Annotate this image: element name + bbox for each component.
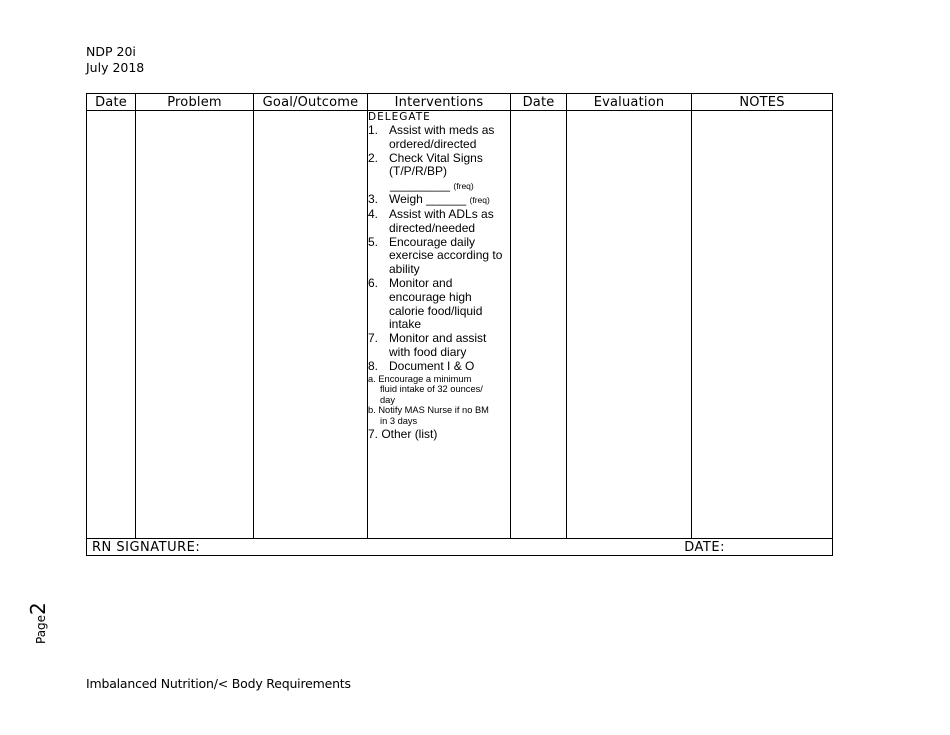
item-text: Assist with meds as ordered/directed [389,123,495,151]
intervention-item [368,124,510,152]
column-header-date: Date [87,94,136,111]
item-number: 1. [368,123,379,137]
weigh-text: Weigh ______ [389,192,467,207]
sub-item-b-line: in 3 days [380,415,418,426]
evaluation-cell[interactable] [567,111,692,539]
item-text: Document I & O [389,358,475,373]
intervention-item [368,360,510,374]
item-text: Assist with ADLs as directed/needed [389,206,494,235]
rn-signature-label: RN SIGNATURE: [92,539,201,555]
item-number: 4. [368,206,379,221]
sub-item-a-line: day [380,394,395,405]
intervention-item [368,332,510,360]
intervention-item [368,277,510,332]
page-number [26,600,70,644]
intervention-item [368,236,510,277]
column-header-notes: NOTES [692,94,833,111]
column-header-evaluation: Evaluation [567,94,692,111]
problem-cell[interactable] [136,111,254,539]
care-plan-table [86,93,833,556]
sub-item-a-line: a. Encourage a minimum [368,373,472,384]
sub-item-b-line: b. Notify MAS Nurse if no BM [368,405,489,416]
signature-date-label: DATE: [684,539,725,555]
column-header-interventions: Interventions [368,94,511,111]
document-date: July 2018 [86,60,145,75]
item-number: 6. [368,275,379,290]
interventions-cell [368,111,511,539]
sub-item-a [368,374,510,406]
item-text [389,193,510,208]
item-text: Monitor and assist with food diary [389,331,487,359]
item-number: 8. [368,358,379,373]
notes-cell[interactable] [692,111,833,539]
column-header-goal-outcome: Goal/Outcome [254,94,368,111]
signature-row [87,539,833,556]
table-header-row [87,94,833,111]
delegate-heading: DELEGATE [368,111,431,123]
sub-item-b [368,405,510,426]
footer-title: Imbalanced Nutrition/< Body Requirements [86,676,351,691]
intervention-item [368,152,510,180]
page-number-value: 2 [26,602,50,615]
vitals-frequency-note: (freq) [453,181,474,192]
item-text: Encourage daily exercise according to ability [389,234,503,277]
item-number: 2. [368,150,379,165]
intervention-item [368,193,510,208]
item-text: Monitor and encourage high calorie food/liquid intake [389,275,483,332]
vitals-frequency-line [368,179,510,193]
goal-outcome-cell[interactable] [254,111,368,539]
table-body-row [87,111,833,539]
vitals-frequency-blank: _________ [390,178,451,193]
item-number: 3. [368,192,379,207]
item-text: Check Vital Signs (T/P/R/BP) [389,150,483,179]
column-header-eval-date: Date [511,94,567,111]
signature-cell[interactable] [87,539,833,556]
sub-item-a-line: fluid intake of 32 ounces/ [380,384,483,395]
date-cell[interactable] [87,111,136,539]
page-label-text: Page [34,614,48,644]
column-header-problem: Problem [136,94,254,111]
item-number: 7. [368,331,379,346]
item-number: 5. [368,234,379,249]
document-code: NDP 20i [86,44,136,59]
eval-date-cell[interactable] [511,111,567,539]
weigh-frequency-note: (freq) [469,195,490,206]
intervention-item [368,208,510,236]
other-item: 7. Other (list) [368,426,438,441]
